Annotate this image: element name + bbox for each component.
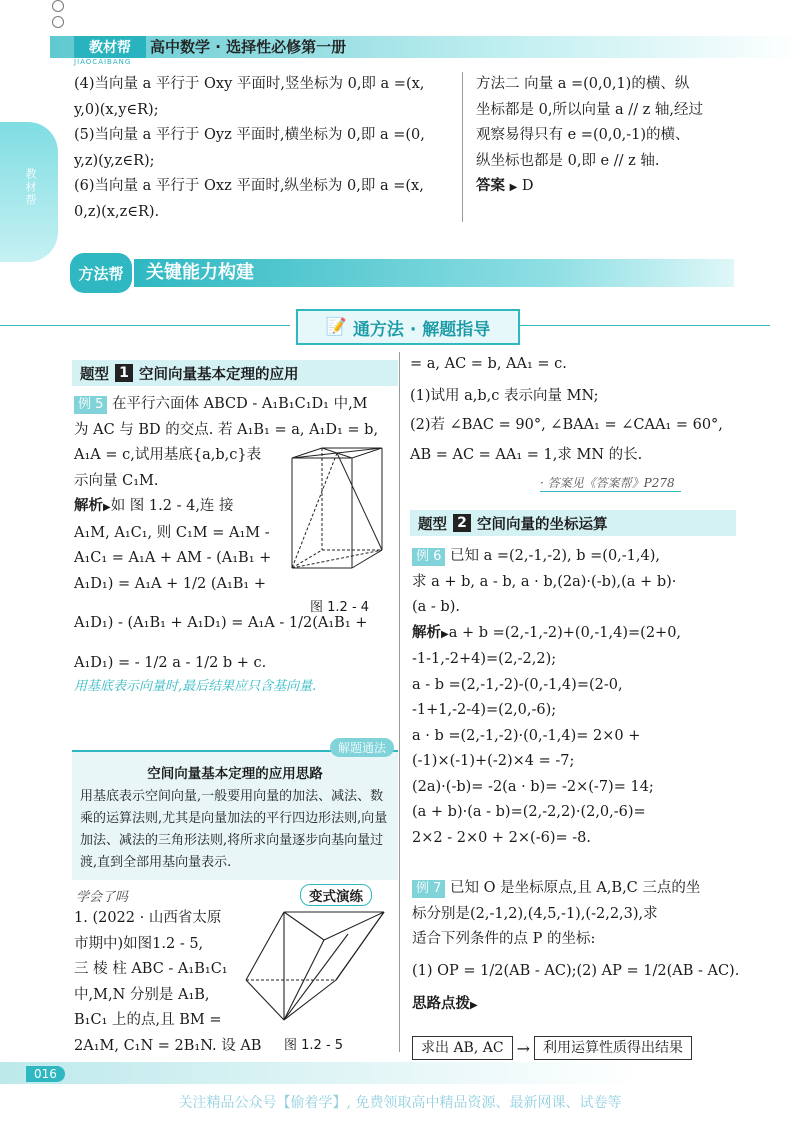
- text-line: y,z)(y,z∈R);: [74, 152, 155, 169]
- top-left-text: [74, 72, 425, 225]
- header-tag: 教材帮: [74, 36, 146, 58]
- text-line: B₁C₁ 上的点,且 BM =: [74, 1012, 222, 1028]
- text-line: 为 AC 与 BD 的交点. 若 A₁B₁ = a, A₁D₁ = b,: [74, 421, 379, 438]
- triangle-icon: ▶: [103, 502, 111, 513]
- text-line: (1) OP = 1/2(AB - AC);(2) AP = 1/2(AB - AC).: [412, 962, 740, 979]
- practice-left-tag: 学会了吗: [76, 890, 129, 905]
- analysis-label: 解析: [74, 498, 103, 514]
- rule-left: [0, 325, 290, 326]
- method-title: 空间向量基本定理的应用思路: [147, 766, 323, 782]
- answer-value: D: [521, 178, 534, 194]
- text-line: 1. (2022 · 山西省太原: [74, 910, 222, 926]
- guide-label: 通方法 · 解题指导: [352, 319, 491, 340]
- section-badge-label: 方法帮: [78, 264, 124, 283]
- prism-figure: [236, 900, 396, 1030]
- example-tag: 例 5: [74, 396, 107, 414]
- footer-band: [0, 1062, 800, 1084]
- section-badge: [70, 253, 132, 293]
- text-line: = a, AC = b, AA₁ = c.: [410, 356, 567, 372]
- text-line: A₁D₁) = - 1/2 a - 1/2 b + c.: [74, 654, 267, 671]
- text-line: 三 棱 柱 ABC - A₁B₁C₁: [74, 961, 228, 977]
- arrow-right-icon: →: [516, 1038, 530, 1058]
- text-line: A₁M, A₁C₁, 则 C₁M = A₁M -: [74, 524, 270, 541]
- text-line: 适合下列条件的点 P 的坐标:: [412, 931, 596, 947]
- example7: [412, 876, 739, 1019]
- hint-label: 思路点拨: [412, 996, 470, 1012]
- practice-right-tag: 变式演练: [300, 884, 372, 906]
- guide-header: [296, 309, 520, 345]
- answer-label: 答案: [476, 178, 505, 194]
- text-line: 2A₁M, C₁N = 2B₁N. 设 AB: [74, 1037, 262, 1054]
- flow-step: 利用运算性质得出结果: [534, 1036, 692, 1060]
- top-right-text: [476, 72, 703, 201]
- text-line: 中,M,N 分别是 A₁B,: [74, 986, 210, 1003]
- text-line: (a + b)·(a - b)=(2,-2,2)·(2,0,-6)=: [412, 804, 646, 820]
- flow-step: 求出 AB, AC: [412, 1036, 513, 1060]
- text-line: 示向量 C₁M.: [74, 472, 159, 489]
- text-line: a · b =(2,-1,-2)·(0,-1,4)= 2×0 +: [412, 727, 641, 744]
- text-line: (2a)·(-b)= -2(a · b)= -2×(-7)= 14;: [412, 778, 654, 795]
- text-line: A₁A = c,试用基底{a,b,c}表: [74, 447, 262, 463]
- flow-diagram: [412, 1036, 692, 1060]
- type-number: 2: [453, 514, 471, 532]
- text-line: 已知 O 是坐标原点,且 A,B,C 三点的坐: [450, 880, 701, 896]
- text-line: a - b =(2,-1,-2)-(0,-1,4)=(2-0,: [412, 676, 623, 693]
- text-line: (5)当向量 a 平行于 Oyz 平面时,横坐标为 0,即 a =(0,: [74, 127, 425, 143]
- text-line: (a - b).: [412, 599, 460, 615]
- type-title: 空间向量基本定理的应用: [139, 366, 299, 383]
- figure-caption: 图 1.2 - 4: [310, 600, 370, 615]
- type1-header: [72, 360, 398, 386]
- answer-line: [476, 174, 703, 201]
- practice-continued: [410, 352, 723, 468]
- type-label: 题型: [80, 366, 109, 383]
- text-line: (1)试用 a,b,c 表示向量 MN;: [410, 387, 599, 404]
- type-label: 题型: [418, 516, 447, 533]
- text-line: 方法二 向量 a =(0,0,1)的横、纵: [476, 76, 690, 92]
- type2-header: [410, 510, 736, 536]
- binding-ring: [52, 0, 64, 12]
- text-line: 坐标都是 0,所以向量 a // z 轴,经过: [476, 101, 704, 118]
- document-icon: 📝: [325, 317, 347, 337]
- parallelepiped-figure: [282, 440, 392, 590]
- type-title: 空间向量的坐标运算: [477, 516, 608, 533]
- text-line: (2)若 ∠BAC = 90°, ∠BAA₁ = ∠CAA₁ = 60°,: [410, 417, 723, 433]
- text-line: 如 图 1.2 - 4,连 接: [110, 498, 234, 514]
- type-number: 1: [115, 364, 133, 382]
- example-tag: 例 6: [412, 548, 445, 566]
- example6: [412, 544, 681, 851]
- page-title: 高中数学 · 选择性必修第一册: [150, 38, 347, 56]
- figure-caption: 图 1.2 - 5: [284, 1038, 344, 1053]
- column-divider: [399, 352, 400, 1052]
- text-line: A₁D₁) = A₁A + 1/2 (A₁B₁ +: [74, 575, 266, 592]
- section-title: 关键能力构建: [134, 259, 734, 287]
- answer-reference: · 答案见《答案帮》P278: [540, 474, 681, 492]
- method-tag: 解题通法: [330, 738, 394, 757]
- analysis-label: 解析: [412, 624, 441, 641]
- example-tag: 例 7: [412, 880, 445, 898]
- method-box: [72, 741, 398, 880]
- text-line: AB = AC = AA₁ = 1,求 MN 的长.: [410, 446, 643, 463]
- text-line: 已知 a =(2,-1,-2), b =(0,-1,4),: [450, 548, 661, 564]
- method-body: 用基底表示空间向量,一般要用向量的加法、减法、数乘的运算法则,尤其是向量加法的平行四边形法则,向量加法、减法的三角形法则,将所求向量逐步向基向量过渡,直到全部用基向量表示.: [80, 789, 388, 870]
- text-line: y,0)(x,y∈R);: [74, 101, 159, 118]
- text-line: (-1)×(-1)+(-2)×4 = -7;: [412, 753, 575, 769]
- text-line: a + b =(2,-1,-2)+(0,-1,4)=(2+0,: [448, 624, 682, 641]
- page-number: 016: [26, 1066, 65, 1082]
- text-line: 纵坐标也都是 0,即 e // z 轴.: [476, 152, 660, 169]
- text-line: 求 a + b, a - b, a · b,(2a)·(-b),(a + b)·: [412, 573, 677, 590]
- rule-right: [520, 325, 770, 326]
- side-tab-label: 教材帮: [24, 168, 37, 207]
- column-divider: [462, 72, 463, 222]
- practice-text: [74, 906, 261, 1059]
- triangle-icon: ▶: [509, 182, 518, 193]
- text-line: A₁D₁) - (A₁B₁ + A₁D₁) = A₁A - 1/2(A₁B₁ +: [74, 615, 368, 631]
- text-line: -1-1,-2+4)=(2,-2,2);: [412, 651, 557, 667]
- text-line: 2×2 - 2×0 + 2×(-6)= -8.: [412, 829, 591, 846]
- text-line: 标分别是(2,-1,2),(4,5,-1),(-2,2,3),求: [412, 905, 658, 922]
- text-line: -1+1,-2-4)=(2,0,-6);: [412, 702, 557, 718]
- text-line: 0,z)(x,z∈R).: [74, 203, 160, 220]
- binding-ring: [52, 16, 64, 28]
- triangle-icon: ▶: [441, 628, 449, 640]
- header-tag-sub: JIAOCAIBANG: [74, 58, 132, 66]
- text-line: 在平行六面体 ABCD - A₁B₁C₁D₁ 中,M: [112, 396, 368, 412]
- triangle-icon: ▶: [470, 1000, 478, 1011]
- handwritten-note: 用基底表示向量时,最后结果应只含基向量.: [74, 679, 317, 694]
- text-line: 观察易得只有 e =(0,0,-1)的横、: [476, 127, 690, 143]
- text-line: (4)当向量 a 平行于 Oxy 平面时,竖坐标为 0,即 a =(x,: [74, 76, 425, 92]
- watermark: 关注精品公众号【偷着学】, 免费领取高中精品资源、最新网课、试卷等: [178, 1095, 622, 1111]
- text-line: 市期中)如图1.2 - 5,: [74, 935, 204, 952]
- text-line: (6)当向量 a 平行于 Oxz 平面时,纵坐标为 0,即 a =(x,: [74, 178, 424, 194]
- text-line: A₁C₁ = A₁A + AM - (A₁B₁ +: [74, 550, 272, 566]
